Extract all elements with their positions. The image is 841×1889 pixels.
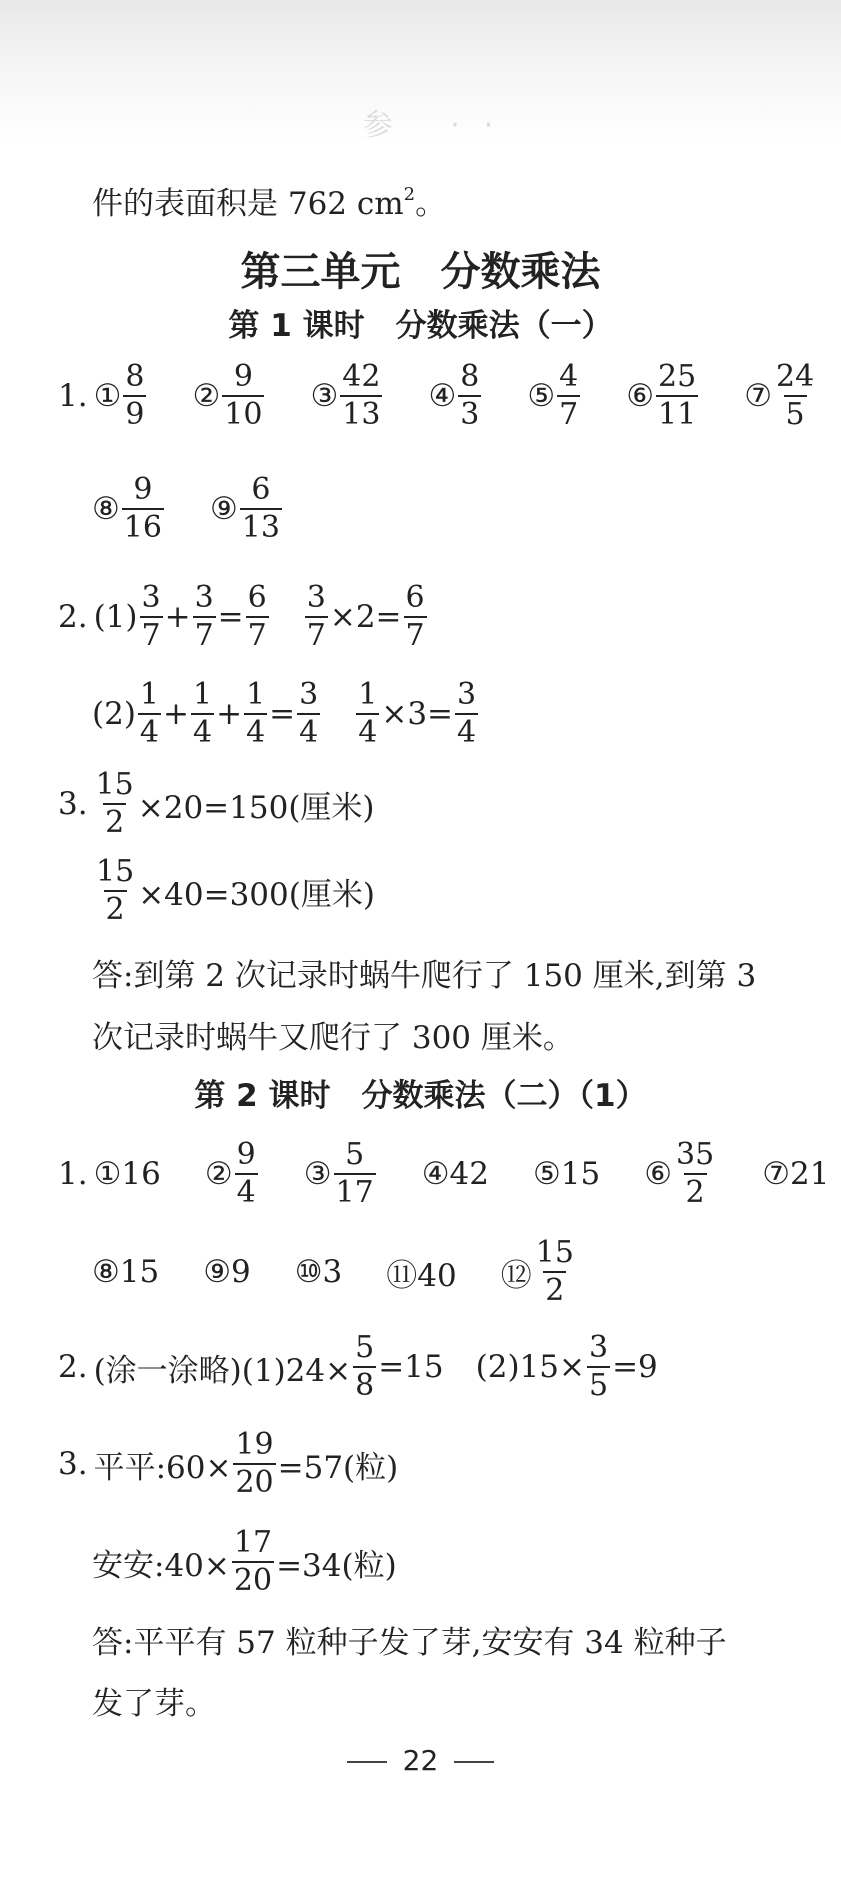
numerator: 15	[96, 854, 135, 889]
faded-header-text: 参 ··	[362, 108, 518, 143]
fraction	[94, 767, 136, 840]
fraction	[353, 1330, 376, 1403]
numerator: 35	[676, 1137, 715, 1172]
answer-item: ①16	[93, 1156, 161, 1192]
circled-mark: ④	[428, 378, 457, 414]
expression: =9	[612, 1349, 658, 1385]
numerator: 6	[405, 580, 425, 615]
l1-q2-part2	[92, 677, 480, 750]
l1-q1-item	[428, 359, 483, 432]
l1-q1-item	[310, 359, 384, 432]
fraction	[246, 580, 269, 653]
l1-q1-item	[93, 359, 149, 432]
page-number: 22	[402, 1744, 439, 1777]
l1-q1-item	[626, 359, 700, 432]
l1-q1-item	[527, 359, 582, 432]
l2-q2-number: 2.	[58, 1349, 88, 1385]
denominator: 3	[460, 397, 480, 432]
l1-q1-item	[92, 472, 166, 545]
fraction	[534, 1235, 576, 1308]
denominator: 7	[247, 618, 267, 653]
denominator: 16	[123, 510, 162, 545]
numerator: 19	[235, 1427, 274, 1462]
l1-q1-row2	[92, 472, 284, 545]
denominator: 4	[358, 715, 378, 750]
expression: (涂一涂略)(1)24×	[93, 1352, 352, 1389]
answer-item: ⑧15	[92, 1254, 160, 1290]
circled-mark: ⑫	[500, 1257, 532, 1294]
l2-q1-number: 1.	[58, 1156, 88, 1192]
fraction	[297, 677, 320, 750]
part-label: (1)	[93, 599, 138, 635]
fraction	[404, 580, 427, 653]
answer-item	[644, 1137, 718, 1210]
l1-q1-item	[209, 472, 284, 545]
denominator: 13	[241, 510, 280, 545]
expression: =15	[378, 1349, 444, 1385]
numerator: 3	[457, 677, 477, 712]
fraction	[232, 1525, 274, 1598]
denominator: 4	[236, 1175, 256, 1210]
l1-q1-number: 1.	[58, 378, 88, 414]
l1-q3-answer-line2: 次记录时蜗牛又爬行了 300 厘米。	[92, 1020, 574, 1056]
denominator: 17	[335, 1175, 374, 1210]
l1-q1-row1	[58, 359, 818, 432]
fraction	[458, 359, 481, 432]
denominator: 20	[235, 1465, 274, 1500]
equals-sign: =	[269, 696, 296, 732]
l2-q2	[58, 1330, 658, 1403]
l2-q3-number: 3.	[58, 1446, 88, 1482]
fraction	[233, 1427, 275, 1500]
times-expression: ×2=	[329, 599, 402, 635]
numerator: 6	[247, 580, 267, 615]
circled-mark: ⑥	[644, 1156, 672, 1192]
l2-q1-row1	[58, 1137, 830, 1210]
intro-exponent: 2	[403, 184, 416, 205]
numerator: 5	[355, 1330, 375, 1365]
fraction	[587, 1330, 610, 1403]
numerator: 25	[658, 359, 697, 394]
fraction	[557, 359, 580, 432]
l1-q1-item	[192, 359, 266, 432]
numerator: 3	[299, 677, 319, 712]
part-label: (2)	[92, 696, 136, 732]
expression: ×20=150(厘米)	[137, 789, 375, 826]
denominator: 7	[194, 618, 214, 653]
fraction	[656, 359, 698, 432]
numerator: 1	[139, 677, 160, 712]
denominator: 7	[141, 618, 161, 653]
numerator: 1	[358, 677, 378, 712]
fraction	[138, 677, 161, 750]
page-number-row	[0, 1744, 841, 1777]
l1-q2-number: 2.	[58, 599, 88, 635]
denominator: 10	[224, 397, 263, 432]
numerator: 4	[559, 359, 579, 394]
dash-right	[454, 1761, 494, 1763]
fraction	[222, 359, 264, 432]
fraction	[774, 359, 816, 432]
circled-mark: ②	[204, 1156, 233, 1192]
expression: =34(粒)	[276, 1547, 397, 1584]
plus-sign: +	[216, 696, 243, 732]
expression: ×40=300(厘米)	[138, 876, 375, 913]
expression: =57(粒)	[277, 1449, 399, 1486]
answer-item: ⑨9	[203, 1254, 251, 1290]
numerator: 9	[233, 359, 253, 394]
numerator: 1	[193, 677, 213, 712]
numerator: 15	[535, 1235, 574, 1270]
equals-sign: =	[217, 599, 244, 635]
times-expression: ×3=	[381, 696, 454, 732]
answer-item	[204, 1137, 260, 1210]
circled-mark: ①	[93, 378, 122, 414]
l2-q3-line1	[58, 1427, 399, 1500]
answer-item: ⑪40	[386, 1257, 457, 1294]
denominator: 9	[125, 397, 145, 432]
expression: 安安:40×	[92, 1547, 230, 1584]
intro-end: 。	[415, 186, 447, 222]
numerator: 8	[125, 359, 145, 394]
l2-q1-row2	[92, 1235, 578, 1308]
denominator: 4	[246, 715, 266, 750]
answer-item	[500, 1235, 578, 1308]
fraction	[674, 1137, 716, 1210]
fraction	[356, 677, 379, 750]
numerator: 5	[345, 1137, 365, 1172]
numerator: 3	[194, 580, 214, 615]
expression: (2)15×	[475, 1349, 585, 1385]
fraction	[123, 359, 146, 432]
intro-line	[92, 178, 446, 223]
fraction	[122, 472, 164, 545]
numerator: 24	[776, 359, 815, 394]
l1-q3-line1	[58, 767, 375, 840]
numerator: 3	[306, 580, 326, 615]
lesson1-title: 第 1 课时 分数乘法（一）	[228, 308, 613, 344]
fraction	[240, 472, 282, 545]
circled-mark: ⑦	[744, 378, 772, 414]
numerator: 17	[233, 1525, 273, 1560]
fraction	[334, 1137, 376, 1210]
numerator: 42	[342, 359, 381, 394]
unit-title: 第三单元 分数乘法	[240, 249, 601, 295]
circled-mark: ③	[303, 1156, 332, 1192]
l1-q3-number: 3.	[58, 786, 88, 822]
denominator: 13	[342, 397, 381, 432]
l1-q3-answer-line1: 答:到第 2 次记录时蜗牛爬行了 150 厘米,到第 3	[92, 958, 757, 994]
denominator: 2	[105, 805, 125, 840]
fraction	[244, 677, 267, 750]
denominator: 4	[299, 715, 319, 750]
expression: 平平:60×	[93, 1449, 232, 1486]
denominator: 2	[105, 892, 125, 927]
denominator: 4	[457, 715, 477, 750]
answer-item	[303, 1137, 378, 1210]
denominator: 11	[658, 397, 697, 432]
denominator: 7	[306, 618, 326, 653]
denominator: 2	[685, 1175, 705, 1210]
fraction	[235, 1137, 258, 1210]
denominator: 2	[545, 1273, 565, 1308]
denominator: 4	[193, 715, 213, 750]
denominator: 20	[233, 1563, 273, 1598]
fraction	[340, 359, 382, 432]
l1-q2-part1	[58, 580, 429, 653]
circled-mark: ⑨	[209, 491, 238, 527]
numerator: 6	[251, 472, 271, 507]
numerator: 1	[246, 677, 266, 712]
fraction	[193, 580, 216, 653]
fraction	[94, 854, 136, 927]
circled-mark: ⑤	[527, 378, 556, 414]
numerator: 3	[588, 1330, 609, 1365]
l2-q3-answer-line2: 发了芽。	[92, 1686, 216, 1722]
plus-sign: +	[164, 599, 191, 635]
circled-mark: ⑧	[92, 491, 120, 527]
dash-left	[347, 1761, 387, 1763]
denominator: 7	[559, 397, 579, 432]
fraction	[305, 580, 328, 653]
fraction	[455, 677, 478, 750]
denominator: 5	[785, 397, 805, 432]
lesson2-title: 第 2 课时 分数乘法（二）（1）	[194, 1078, 647, 1114]
circled-mark: ⑥	[626, 378, 655, 414]
numerator: 8	[460, 359, 480, 394]
circled-mark: ②	[192, 378, 221, 414]
fraction	[140, 580, 163, 653]
numerator: 9	[236, 1137, 256, 1172]
l1-q1-item	[744, 359, 818, 432]
answer-item: ④42	[421, 1156, 489, 1192]
denominator: 8	[355, 1368, 375, 1403]
l2-q3-answer-line1: 答:平平有 57 粒种子发了芽,安安有 34 粒种子	[92, 1625, 727, 1661]
numerator: 15	[95, 767, 134, 802]
l2-q3-line2	[92, 1525, 397, 1598]
denominator: 5	[588, 1368, 609, 1403]
plus-sign: +	[163, 696, 189, 732]
answer-item: ⑩3	[294, 1254, 343, 1290]
intro-text: 件的表面积是 762 cm	[92, 186, 404, 222]
denominator: 4	[139, 715, 160, 750]
numerator: 3	[141, 580, 161, 615]
fraction	[191, 677, 214, 750]
denominator: 7	[405, 618, 425, 653]
l1-q3-line2	[92, 854, 375, 927]
answer-item: ⑦21	[762, 1156, 830, 1192]
answer-item: ⑤15	[532, 1156, 601, 1192]
circled-mark: ③	[310, 378, 339, 414]
numerator: 9	[133, 472, 153, 507]
